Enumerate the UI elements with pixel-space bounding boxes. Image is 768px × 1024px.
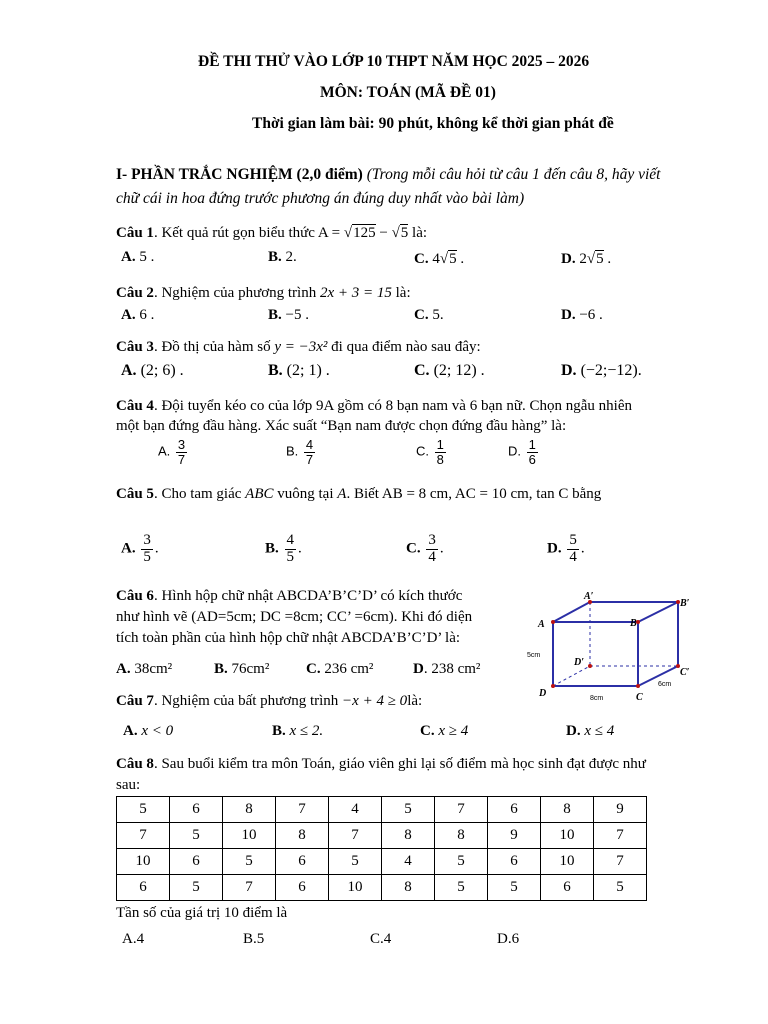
score-table bbox=[116, 796, 647, 901]
table-cell: 5 bbox=[435, 849, 488, 875]
option-d[interactable]: D. $\frac{1}{6}$ bbox=[508, 437, 536, 467]
option-d[interactable]: D. 238 cm² bbox=[413, 661, 481, 677]
table-cell: 6 bbox=[117, 875, 170, 901]
question-2: Câu 2. Nghiệm của phương trình 2x + 3 = 15 là: bbox=[116, 285, 411, 301]
table-row bbox=[117, 849, 647, 875]
label-b1: B′ bbox=[680, 598, 690, 609]
table-cell: 6 bbox=[541, 875, 594, 901]
section-heading bbox=[116, 166, 660, 184]
table-cell: 4 bbox=[382, 849, 435, 875]
table-cell: 8 bbox=[541, 797, 594, 823]
option-b[interactable]: B. 2. bbox=[268, 249, 297, 265]
question-6: Câu 6. Hình hộp chữ nhật ABCDA’B’C’D’ có kích thước bbox=[116, 588, 463, 604]
table-cell: 6 bbox=[488, 797, 541, 823]
table-cell: 5 bbox=[170, 875, 223, 901]
question-8-prompt: Tần số của giá trị 10 điểm là bbox=[116, 905, 288, 921]
expression: A = √125 − √5 bbox=[317, 225, 409, 241]
label-a: A bbox=[538, 619, 545, 630]
table-cell: 6 bbox=[170, 849, 223, 875]
table-cell: 7 bbox=[594, 849, 647, 875]
table-cell: 10 bbox=[223, 823, 276, 849]
table-cell: 5 bbox=[170, 823, 223, 849]
label-b: B bbox=[630, 618, 637, 629]
vertex-a bbox=[551, 620, 555, 624]
table-cell: 5 bbox=[594, 875, 647, 901]
option-b[interactable]: B. 76cm² bbox=[214, 661, 270, 677]
table-cell: 10 bbox=[541, 823, 594, 849]
option-c[interactable]: C. x ≥ 4 bbox=[420, 723, 469, 739]
vertex-d bbox=[551, 684, 555, 688]
question-6-line2: như hình vẽ (AD=5cm; DC =8cm; CC’ =6cm). Khi đó diện bbox=[116, 609, 473, 625]
edge-aa1 bbox=[553, 602, 590, 622]
option-a[interactable]: A. $\frac{3}{5}$ . bbox=[121, 532, 159, 565]
table-cell: 7 bbox=[117, 823, 170, 849]
table-cell: 5 bbox=[223, 849, 276, 875]
table-cell: 6 bbox=[488, 849, 541, 875]
exam-title: ĐỀ THI THỬ VÀO LỚP 10 THPT NĂM HỌC 2025 – 2026 bbox=[198, 53, 590, 70]
exam-subject: MÔN: TOÁN (MÃ ĐỀ 01) bbox=[320, 84, 496, 101]
table-cell: 6 bbox=[276, 875, 329, 901]
vertex-c bbox=[636, 684, 640, 688]
table-cell: 6 bbox=[276, 849, 329, 875]
option-c[interactable]: C. 5. bbox=[414, 307, 444, 323]
table-cell: 7 bbox=[223, 875, 276, 901]
option-d[interactable]: D. x ≤ 4 bbox=[566, 723, 615, 739]
table-cell: 9 bbox=[594, 797, 647, 823]
option-c[interactable]: C. (2; 12) . bbox=[414, 362, 485, 379]
function: y = −3x² bbox=[274, 339, 328, 355]
table-cell: 10 bbox=[117, 849, 170, 875]
table-cell: 7 bbox=[276, 797, 329, 823]
table-cell: 7 bbox=[594, 823, 647, 849]
exam-time: Thời gian làm bài: 90 phút, không kể thời gian phát đề bbox=[252, 115, 614, 132]
table-cell: 10 bbox=[541, 849, 594, 875]
label-c1: C′ bbox=[680, 667, 690, 678]
table-cell: 8 bbox=[435, 823, 488, 849]
edge-bb1 bbox=[638, 602, 678, 622]
table-cell: 5 bbox=[435, 875, 488, 901]
option-c[interactable]: C. $\frac{1}{8}$ bbox=[416, 437, 444, 467]
label-width: 8cm bbox=[590, 695, 604, 702]
vertex-d1 bbox=[588, 664, 592, 668]
option-b[interactable]: B. (2; 1) . bbox=[268, 362, 330, 379]
option-a[interactable]: A.4 bbox=[122, 931, 145, 947]
table-cell: 10 bbox=[329, 875, 382, 901]
table-cell: 8 bbox=[276, 823, 329, 849]
label-a1: A′ bbox=[584, 591, 594, 602]
option-b[interactable]: B. −5 . bbox=[268, 307, 309, 323]
option-c[interactable]: C. 4√5 . bbox=[414, 251, 465, 267]
option-a[interactable]: A. (2; 6) . bbox=[121, 362, 184, 379]
question-label: Câu 1 bbox=[116, 225, 154, 241]
question-4-line2: một bạn đứng đầu hàng. Xác suất “Bạn nam được chọn đứng đầu hàng” là: bbox=[116, 418, 567, 434]
table-row bbox=[117, 797, 647, 823]
section-note-1: (Trong mỗi câu hỏi từ câu 1 đến câu 8, hãy viết bbox=[366, 166, 661, 183]
option-d[interactable]: D.6 bbox=[497, 931, 520, 947]
table-cell: 7 bbox=[435, 797, 488, 823]
equation: 2x + 3 = 15 bbox=[319, 285, 392, 301]
question-4: Câu 4. Đội tuyển kéo co của lớp 9A gồm có 8 bạn nam và 6 bạn nữ. Chọn ngẫu nhiên bbox=[116, 398, 632, 414]
table-cell: 8 bbox=[223, 797, 276, 823]
table-row bbox=[117, 875, 647, 901]
table-cell: 9 bbox=[488, 823, 541, 849]
option-d[interactable]: D. $\frac{5}{4}$ . bbox=[547, 532, 585, 565]
question-5: Câu 5. Cho tam giác ABC vuông tại A. Biết AB = 8 cm, AC = 10 cm, tan C bằng bbox=[116, 486, 602, 502]
option-c[interactable]: C.4 bbox=[370, 931, 392, 947]
option-a[interactable]: A. x < 0 bbox=[123, 723, 174, 739]
option-b[interactable]: B. $\frac{4}{7}$ bbox=[286, 437, 314, 467]
option-a[interactable]: A. 38cm² bbox=[116, 661, 173, 677]
table-cell: 7 bbox=[329, 823, 382, 849]
table-cell: 5 bbox=[382, 797, 435, 823]
option-b[interactable]: B. x ≤ 2. bbox=[272, 723, 324, 739]
option-d[interactable]: D. −6 . bbox=[561, 307, 603, 323]
option-a[interactable]: A. $\frac{3}{7}$ bbox=[158, 437, 186, 467]
box-figure bbox=[522, 588, 700, 708]
table-cell: 4 bbox=[329, 797, 382, 823]
label-d1: D′ bbox=[574, 657, 585, 668]
table-cell: 5 bbox=[488, 875, 541, 901]
option-c[interactable]: C. $\frac{3}{4}$ . bbox=[406, 532, 444, 565]
section-title: I- PHẦN TRẮC NGHIỆM (2,0 điểm) bbox=[116, 166, 363, 183]
question-7: Câu 7. Nghiệm của bất phương trình −x + 4 ≥ 0là: bbox=[116, 693, 423, 709]
hidden-edge-dd1 bbox=[553, 666, 590, 686]
label-d: D bbox=[539, 688, 547, 699]
option-a[interactable]: A. 5 . bbox=[121, 249, 155, 265]
label-depth: 6cm bbox=[658, 681, 672, 688]
question-text: . Kết quả rút gọn biểu thức bbox=[153, 225, 315, 241]
table-cell: 6 bbox=[170, 797, 223, 823]
option-d[interactable]: D. (−2;−12). bbox=[561, 362, 642, 379]
label-c: C bbox=[636, 692, 643, 703]
table-cell: 8 bbox=[382, 875, 435, 901]
question-8: Câu 8. Sau buổi kiểm tra môn Toán, giáo viên ghi lại số điểm mà học sinh đạt được như bbox=[116, 756, 646, 772]
table-row bbox=[117, 823, 647, 849]
question-1: Câu 1. Kết quả rút gọn biểu thức A = √125 − √5 là: bbox=[116, 225, 428, 241]
question-6-line3: tích toàn phần của hình hộp chữ nhật ABCDA’B’C’D’ là: bbox=[116, 630, 461, 646]
option-a[interactable]: A. 6 . bbox=[121, 307, 155, 323]
option-c[interactable]: C. 236 cm² bbox=[306, 661, 374, 677]
question-3: Câu 3. Đồ thị của hàm số y = −3x² đi qua điểm nào sau đây: bbox=[116, 339, 481, 355]
table-cell: 5 bbox=[329, 849, 382, 875]
option-b[interactable]: B. $\frac{4}{5}$ . bbox=[265, 532, 302, 565]
table-cell: 5 bbox=[117, 797, 170, 823]
table-cell: 8 bbox=[382, 823, 435, 849]
option-d[interactable]: D. 2√5 . bbox=[561, 251, 612, 267]
option-b[interactable]: B.5 bbox=[243, 931, 265, 947]
section-note-2: chữ cái in hoa đứng trước phương án đúng duy nhất vào bài làm) bbox=[116, 190, 525, 207]
label-height: 5cm bbox=[527, 652, 541, 659]
question-8-line2: sau: bbox=[116, 777, 141, 793]
